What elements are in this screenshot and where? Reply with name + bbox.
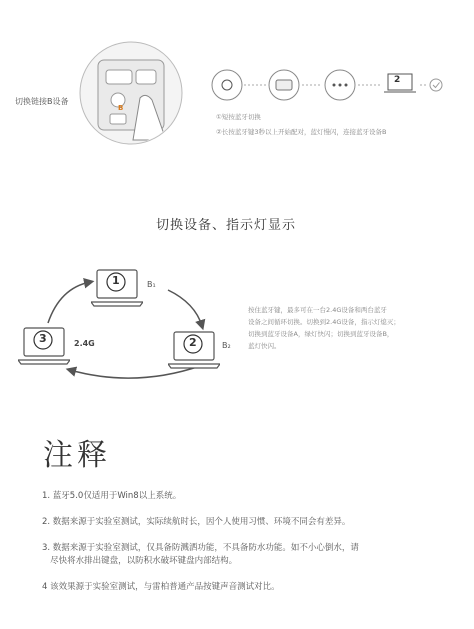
step-flow-diagram bbox=[210, 68, 450, 102]
note-4: 4 该效果源于实验室测试，与雷柏普通产品按键声音测试对比。 bbox=[42, 582, 280, 592]
note-2: 2. 数据来源于实验室测试，实际续航时长，因个人使用习惯、环境不同会有差异。 bbox=[42, 517, 351, 527]
device-3-number: 3 bbox=[39, 332, 47, 345]
note-1: 1. 蓝牙5.0仅适用于Win8以上系统。 bbox=[42, 491, 182, 501]
desc-line-4: 蓝灯快闪。 bbox=[248, 342, 281, 350]
step-1-text: ①短按蓝牙切换 bbox=[216, 113, 261, 121]
button-b-letter: B bbox=[118, 104, 124, 112]
device-1-number: 1 bbox=[112, 274, 120, 287]
device-2-number: 2 bbox=[189, 336, 197, 349]
desc-line-3: 切换到蓝牙设备A，绿灯快闪；切换到蓝牙设备B， bbox=[248, 330, 394, 338]
note-3: 3. 数据来源于实验室测试，仅具备防溅洒功能，不具备防水功能。如不小心倒水，请 bbox=[42, 543, 359, 553]
step-2-text: ②长按蓝牙键3秒以上开始配对，蓝灯慢闪，连接蓝牙设备B bbox=[216, 128, 387, 136]
switch-device-b-label: 切换链接B设备 bbox=[15, 97, 69, 106]
desc-line-1: 按住蓝牙键，最多可在一台2.4G设备和两台蓝牙 bbox=[248, 306, 387, 314]
note-3-cont: 尽快将水排出键盘，以防积水破坏键盘内部结构。 bbox=[42, 556, 238, 566]
device-3-indicator: 2.4G bbox=[74, 339, 95, 348]
device-1-indicator: B₁ bbox=[147, 280, 156, 289]
keyboard-zoom-illustration bbox=[78, 40, 184, 146]
device-2-indicator: B₂ bbox=[222, 341, 231, 350]
switch-description bbox=[248, 304, 458, 352]
flow-step-number: 2 bbox=[394, 75, 401, 85]
section-title: 切换设备、指示灯显示 bbox=[156, 218, 297, 233]
desc-line-2: 设备之间循环切换。切换到2.4G设备，指示灯熄灭； bbox=[248, 318, 400, 326]
notes-heading: 注释 bbox=[43, 438, 111, 473]
